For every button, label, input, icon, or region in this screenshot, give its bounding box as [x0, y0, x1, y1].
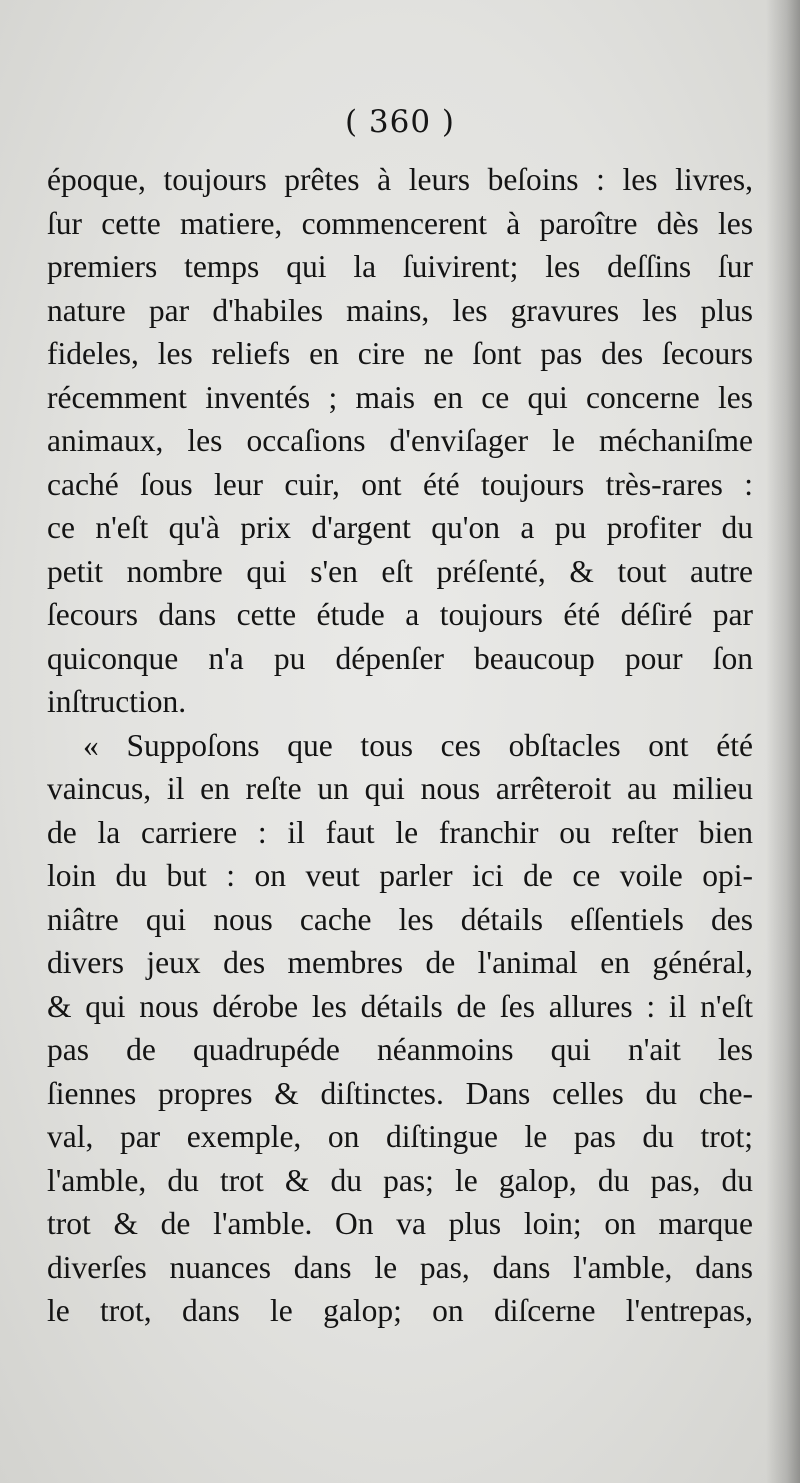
text-line: caché ſous leur cuir, ont été toujours très-rares : [47, 466, 753, 502]
text-line: le trot, dans le galop; on diſcerne l'entrepas, [47, 1293, 753, 1328]
text-line: animaux, les occaſions d'enviſager le méchaniſme [47, 423, 753, 458]
page-edge-shadow [766, 0, 800, 1483]
text-line: premiers temps qui la ſuivirent; les deſſins ſur [47, 249, 753, 284]
text-line: nature par d'habiles mains, les gravures les plus [47, 292, 753, 328]
text-line: diverſes nuances dans le pas, dans l'amble, dans [47, 1249, 753, 1285]
text-line: vaincus, il en reſte un qui nous arrêteroit au milieu [47, 771, 753, 806]
paragraph-1 [47, 158, 753, 724]
paragraph-2 [47, 724, 753, 1333]
text-line: récemment inventés ; mais en ce qui concerne les [47, 379, 753, 415]
text-line: de la carriere : il faut le franchir ou reſter bien [47, 814, 753, 850]
body-text [47, 158, 753, 1333]
text-line: niâtre qui nous cache les détails eſſentiels des [47, 901, 753, 937]
text-line: époque, toujours prêtes à leurs beſoins : les livres, [47, 162, 753, 197]
page-number: ( 360 ) [344, 104, 456, 140]
text-line: « Suppoſons que tous ces obſtacles ont été [83, 727, 753, 763]
text-line: inſtruction. [47, 684, 187, 719]
text-line: ſur cette matiere, commencerent à paroître dès les [47, 205, 753, 241]
text-line: val, par exemple, on diſtingue le pas du trot; [47, 1119, 753, 1154]
text-line: ſecours dans cette étude a toujours été déſiré par [47, 597, 753, 632]
text-line: ſiennes propres & diſtinctes. Dans celles du che- [47, 1075, 753, 1111]
text-line: l'amble, du trot & du pas; le galop, du pas, du [47, 1162, 753, 1198]
text-line: trot & de l'amble. On va plus loin; on marque [47, 1206, 753, 1241]
text-line: & qui nous dérobe les détails de ſes allures : il n'eſt [47, 988, 753, 1024]
text-line: pas de quadrupéde néanmoins qui n'ait les [47, 1032, 753, 1067]
text-line: divers jeux des membres de l'animal en général, [47, 945, 753, 980]
text-line: loin du but : on veut parler ici de ce voile opi- [47, 858, 753, 893]
text-line: petit nombre qui s'en eſt préſenté, & tout autre [47, 553, 753, 589]
text-line: fideles, les reliefs en cire ne ſont pas des ſecours [47, 336, 753, 371]
text-line: ce n'eſt qu'à prix d'argent qu'on a pu profiter du [47, 510, 753, 545]
text-line: quiconque n'a pu dépenſer beaucoup pour ſon [47, 640, 753, 676]
